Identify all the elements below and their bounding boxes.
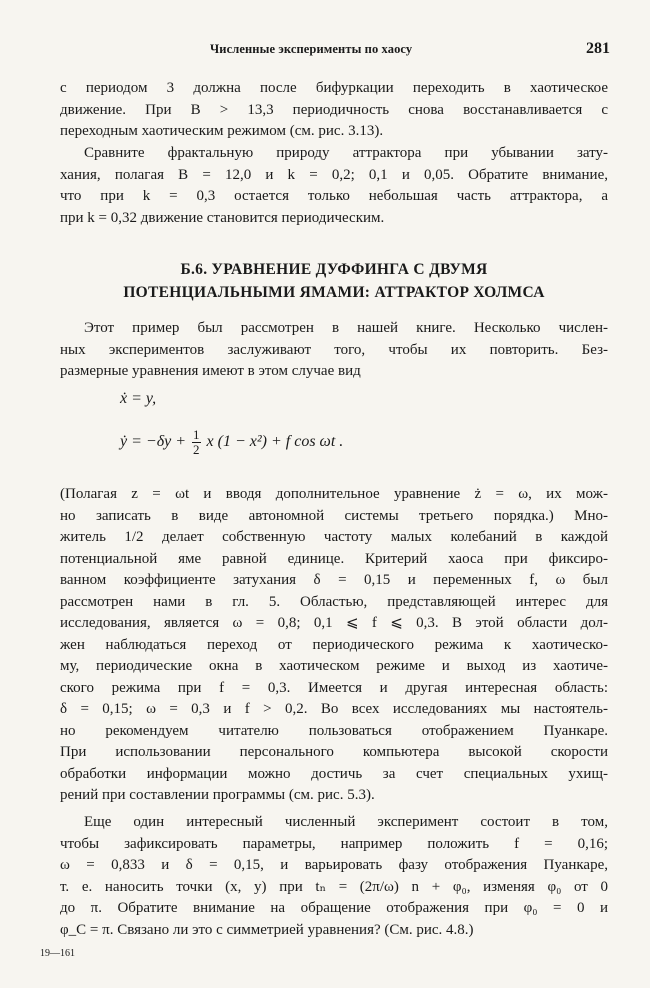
section-heading (60, 258, 608, 304)
signature-mark: 19—161 (40, 948, 75, 959)
text-line: но рекомендуем читателю пользоваться отображением Пуанкаре. (60, 722, 608, 739)
text-line: Этот пример был рассмотрен в нашей книге. Несколько числен- (84, 320, 608, 336)
text-line: Сравните фрактальную природу аттрактора при убывании зату- (84, 145, 608, 161)
final-paragraph (60, 812, 608, 941)
text-line: потенциальной яме равной единице. Критерий хаоса при фиксиро- (60, 550, 608, 567)
text-line: движение. При B > 13,3 периодичность снова восстанавливается с (60, 101, 608, 118)
text-line: φ_C = π. Связано ли это с симметрией уравнения? (См. рис. 4.8.) (60, 921, 474, 938)
text-line: Еще один интересный численный эксперимент состоит в том, (84, 814, 608, 830)
text-line: т. е. наносить точки (x, y) при tₙ = (2π/ω) n + φ₀, изменяя φ₀ от 0 (60, 878, 608, 895)
text-line: хания, полагая B = 12,0 и k = 0,2; 0,1 и 0,05. Обратите внимание, (60, 166, 608, 183)
text-line: δ = 0,15; ω = 0,3 и f > 0,2. Во всех исследованиях мы настоятель- (60, 701, 608, 717)
text-line: жен наблюдаться переход от периодического режима к хаотическо- (60, 636, 608, 653)
page-number: 281 (586, 40, 610, 57)
text-line: (Полагая z = ωt и вводя дополнительное уравнение ż = ω, их мож- (60, 486, 608, 502)
text-line: размерные уравнения имеют в этом случае вид (60, 363, 361, 379)
text-line: ванном коэффициенте затухания δ = 0,15 и переменных f, ω был (60, 572, 608, 588)
equation-2-left: ẏ = −δy + (120, 433, 187, 451)
equation-2 (120, 428, 343, 457)
text-line: чтобы зафиксировать параметры, например положить f = 0,16; (60, 835, 608, 852)
text-line: рений при составлении программы (см. рис. 5.3). (60, 787, 375, 803)
text-line: му, периодические окна в хаотическом режиме и выход из хаотиче- (60, 658, 608, 674)
fraction-one-half (192, 428, 201, 457)
running-title: Численные эксперименты по хаосу (210, 42, 413, 56)
compare-paragraph (60, 143, 608, 229)
section-heading-line2: ПОТЕНЦИАЛЬНЫМИ ЯМАМИ: АТТРАКТОР ХОЛМСА (123, 284, 545, 301)
text-line: переходным хаотическим режимом (см. рис. 3.13). (60, 123, 384, 139)
page-header (60, 40, 610, 60)
text-line: до π. Обратите внимание на обращение отображения при φ₀ = 0 и (60, 900, 608, 916)
main-paragraph (60, 484, 608, 807)
text-line: с периодом 3 должна после бифуркации переходить в хаотическое (60, 80, 608, 96)
text-line: ского режима при f = 0,3. Имеется и другая интересная область: (60, 679, 608, 696)
equation-1: ẋ = y, (120, 390, 157, 407)
section-heading-line1: Б.6. УРАВНЕНИЕ ДУФФИНГА С ДВУМЯ (180, 261, 488, 278)
fraction-numerator: 1 (193, 427, 200, 442)
intro-paragraph (60, 78, 608, 143)
text-line: исследования, является ω = 0,8; 0,1 ⩽ f ⩽ 0,3. В этой области дол- (60, 615, 608, 631)
text-line: при k = 0,32 движение становится периодическим. (60, 209, 385, 226)
text-line: При использовании персонального компьютера высокой скорости (60, 744, 608, 760)
fraction-denominator: 2 (193, 442, 200, 457)
text-line: ных экспериментов заслуживают того, чтобы их повторить. Без- (60, 341, 608, 358)
equation-2-right: x (1 − x²) + f cos ωt . (206, 433, 344, 451)
text-line: рассмотрен нами в гл. 5. Областью, представляющей интерес для (60, 593, 608, 610)
text-line: ω = 0,833 и δ = 0,15, и варьировать фазу отображения Пуанкаре, (60, 857, 608, 873)
example-paragraph (60, 318, 608, 383)
text-line: житель 1/2 делает собственную частоту малых колебаний в каждой (60, 529, 608, 545)
text-line: что при k = 0,3 остается только небольшая часть аттрактора, а (60, 188, 608, 204)
text-line: но записать в виде автономной системы третьего порядка.) Мно- (60, 507, 608, 524)
text-line: обработки информации можно достичь за счет специальных ухищ- (60, 765, 608, 782)
